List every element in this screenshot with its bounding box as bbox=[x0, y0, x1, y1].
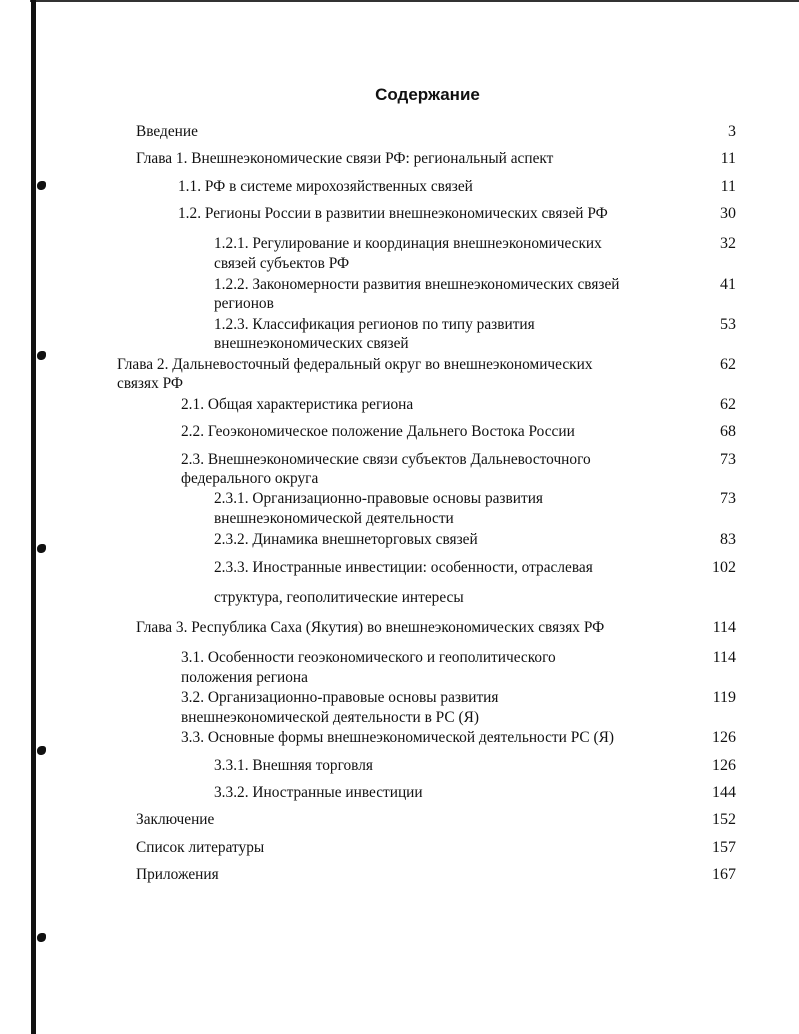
toc-entry-text: Приложения bbox=[136, 866, 219, 883]
toc-entry bbox=[181, 395, 423, 415]
toc-page-number: 11 bbox=[720, 150, 736, 167]
toc-entry bbox=[181, 450, 608, 489]
toc-page-number: 152 bbox=[712, 811, 736, 828]
toc-entry bbox=[136, 618, 624, 638]
scan-left-edge bbox=[31, 0, 36, 1034]
toc-page-number: 53 bbox=[720, 316, 736, 333]
toc-page-number: 62 bbox=[720, 396, 736, 413]
toc-entry-text: 1.1. РФ в системе мирохозяйственных связей bbox=[178, 178, 473, 195]
punch-mark bbox=[37, 933, 46, 942]
toc-page-number: 126 bbox=[712, 757, 736, 774]
toc-entry bbox=[117, 355, 612, 394]
toc-page-number: 83 bbox=[720, 531, 736, 548]
punch-mark bbox=[37, 181, 46, 190]
toc-entry-text: 2.3.2. Динамика внешнеторговых связей bbox=[214, 531, 478, 548]
toc-entry-text: 1.2.3. Классификация регионов по типу развития bbox=[214, 316, 535, 333]
toc-page-number: 11 bbox=[720, 178, 736, 195]
toc-page-number: 73 bbox=[720, 451, 736, 468]
toc-entry bbox=[214, 530, 489, 550]
toc-entry-text: 1.2.2. Закономерности развития внешнеэкономических связей bbox=[214, 276, 620, 293]
scan-top-edge bbox=[30, 0, 799, 2]
punch-mark bbox=[37, 544, 46, 553]
toc-entry bbox=[181, 422, 591, 442]
toc-entry bbox=[136, 810, 218, 830]
toc-entry-text: положения региона bbox=[181, 669, 308, 686]
toc-entry bbox=[181, 688, 512, 728]
toc-page-number: 114 bbox=[712, 649, 736, 666]
toc-entry bbox=[136, 838, 270, 858]
toc-entry bbox=[178, 204, 626, 224]
toc-entry-text: Глава 3. Республика Саха (Якутия) во внешнеэкономических связях РФ bbox=[136, 619, 605, 636]
toc-entry-text: 3.1. Особенности геоэкономического и геополитического bbox=[181, 649, 556, 666]
toc-entry-text: связях РФ bbox=[117, 375, 183, 392]
toc-page-number: 157 bbox=[712, 839, 736, 856]
toc-page-number: 126 bbox=[712, 729, 736, 746]
toc-page-number: 68 bbox=[720, 423, 736, 440]
toc-entry-text: 3.3.2. Иностранные инвестиции bbox=[214, 784, 423, 801]
toc-entry bbox=[136, 122, 201, 142]
toc-entry bbox=[136, 865, 222, 885]
toc-entry-text: 1.2. Регионы России в развитии внешнеэкономических связей РФ bbox=[178, 205, 608, 222]
toc-entry-text: связей субъектов РФ bbox=[214, 255, 350, 272]
toc-page-number: 73 bbox=[720, 490, 736, 507]
toc-page-number: 62 bbox=[720, 356, 736, 373]
toc-entry-text: структура, геополитические интересы bbox=[214, 589, 464, 606]
toc-entry bbox=[181, 648, 571, 688]
toc-entry bbox=[214, 558, 609, 608]
toc-entry-text: 3.2. Организационно-правовые основы развития bbox=[181, 689, 499, 706]
toc-entry bbox=[214, 756, 380, 776]
toc-entry-text: федерального округа bbox=[181, 470, 319, 487]
page-title: Содержание bbox=[375, 85, 480, 104]
toc-entry-text: 2.3.1. Организационно-правовые основы развития bbox=[214, 490, 543, 507]
toc-entry-text: Введение bbox=[136, 123, 198, 140]
toc-entry-text: 3.3. Основные формы внешнеэкономической деятельности РС (Я) bbox=[181, 729, 614, 746]
toc-entry bbox=[178, 177, 485, 197]
toc-page-number: 30 bbox=[720, 205, 736, 222]
toc-entry bbox=[136, 149, 571, 169]
toc-entry bbox=[214, 234, 618, 274]
toc-entry-text: 3.3.1. Внешняя торговля bbox=[214, 757, 373, 774]
toc-page-number: 119 bbox=[712, 689, 736, 706]
toc-entry-text: регионов bbox=[214, 295, 274, 312]
punch-mark bbox=[37, 746, 46, 755]
toc-page-number: 144 bbox=[712, 784, 736, 801]
toc-page-number: 102 bbox=[712, 559, 736, 576]
toc-page-number: 3 bbox=[728, 123, 736, 140]
toc-entry bbox=[214, 489, 557, 529]
toc-entry-text: 2.3.3. Иностранные инвестиции: особенности, отраслевая bbox=[214, 559, 593, 576]
toc-entry-text: Глава 1. Внешнеэкономические связи РФ: региональный аспект bbox=[136, 150, 554, 167]
toc-entry-text: внешнеэкономической деятельности bbox=[214, 510, 454, 527]
toc-entry bbox=[214, 275, 636, 314]
toc-entry-text: внешнеэкономических связей bbox=[214, 335, 409, 352]
toc-entry-text: 2.1. Общая характеристика региона bbox=[181, 396, 414, 413]
toc-entry bbox=[181, 728, 632, 748]
toc-page-number: 32 bbox=[720, 235, 736, 252]
toc-page-number: 167 bbox=[712, 866, 736, 883]
toc-entry-text: Глава 2. Дальневосточный федеральный округ во внешнеэкономических bbox=[117, 356, 593, 373]
toc-entry-text: 1.2.1. Регулирование и координация внешнеэкономических bbox=[214, 235, 602, 252]
toc-page-number: 41 bbox=[720, 276, 736, 293]
toc-entry-text: 2.2. Геоэкономическое положение Дальнего Востока России bbox=[181, 423, 575, 440]
toc-entry-text: 2.3. Внешнеэкономические связи субъектов Дальневосточного bbox=[181, 451, 591, 468]
toc-entry-text: внешнеэкономической деятельности в РС (Я) bbox=[181, 709, 479, 726]
toc-entry bbox=[214, 783, 431, 803]
punch-mark bbox=[37, 351, 46, 360]
toc-entry-text: Заключение bbox=[136, 811, 215, 828]
toc-entry bbox=[214, 315, 548, 354]
toc-page-number: 114 bbox=[712, 619, 736, 636]
toc-entry-text: Список литературы bbox=[136, 839, 265, 856]
